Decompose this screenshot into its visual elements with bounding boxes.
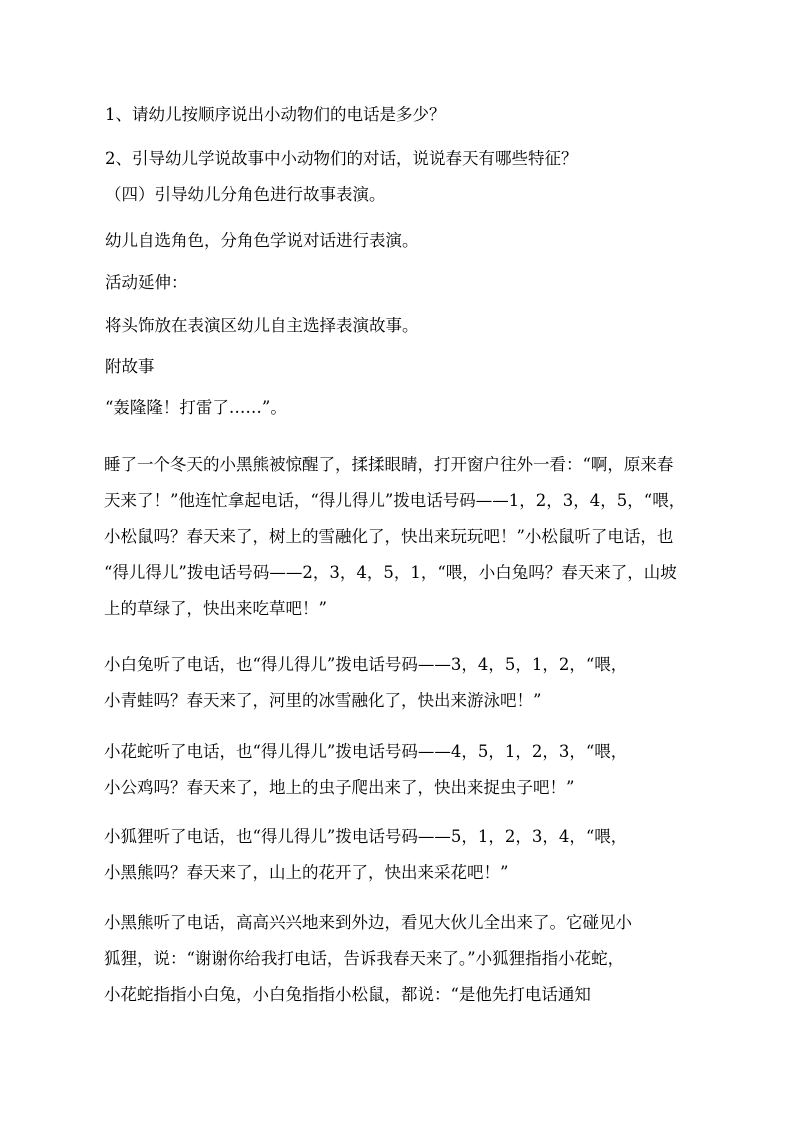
story-p1-line: 睡了一个冬天的小黑熊被惊醒了，揉揉眼睛，打开窗户往外一看：“啊，原来春 — [104, 455, 674, 474]
story-p3-line: 小花蛇听了电话，也“得儿得儿”拨电话号码——4，5，1，2，3，“喂， — [104, 742, 628, 761]
story-opening-line: “轰隆隆！打雷了……”。 — [105, 398, 287, 417]
extension-heading: 活动延伸： — [105, 273, 188, 292]
role-play-text: 幼儿自选角色，分角色学说对话进行表演。 — [105, 231, 419, 250]
story-p4-line: 小狐狸听了电话，也“得儿得儿”拨电话号码——5，1，2，3，4，“喂， — [104, 827, 628, 846]
question-1: 1、请幼儿按顺序说出小动物们的电话是多少？ — [105, 105, 446, 124]
appendix-heading: 附故事 — [105, 357, 155, 376]
section-heading-four: （四）引导幼儿分角色进行故事表演。 — [105, 185, 386, 204]
question-2: 2、引导幼儿学说故事中小动物们的对话，说说春天有哪些特征？ — [105, 149, 578, 168]
story-p1-line: “得儿得儿”拨电话号码——2，3，4，5，1，“喂，小白兔吗？春天来了，山坡 — [104, 563, 677, 582]
story-p2-line: 小白兔听了电话，也“得儿得儿”拨电话号码——3，4，5，1，2，“喂， — [104, 655, 628, 674]
story-p5-line: 小花蛇指指小白兔，小白兔指指小松鼠，都说：“是他先打电话通知 — [104, 985, 591, 1004]
story-p4-line: 小黑熊吗？春天来了，山上的花开了，快出来采花吧！” — [104, 863, 509, 882]
story-p1-line: 小松鼠吗？春天来了，树上的雪融化了，快出来玩玩吧！”小松鼠听了电话，也 — [104, 527, 674, 546]
story-p1-line: 上的草绿了，快出来吃草吧！” — [104, 599, 327, 618]
extension-text: 将头饰放在表演区幼儿自主选择表演故事。 — [105, 316, 419, 335]
story-p5-line: 小黑熊听了电话，高高兴兴地来到外边，看见大伙儿全出来了。它碰见小 — [104, 913, 632, 932]
story-p3-line: 小公鸡吗？春天来了，地上的虫子爬出来了，快出来捉虫子吧！” — [104, 778, 575, 797]
story-p1-line: 天来了！”他连忙拿起电话，“得儿得儿”拨电话号码——1，2，3，4，5，“喂， — [104, 491, 686, 510]
story-p2-line: 小青蛙吗？春天来了，河里的冰雪融化了，快出来游泳吧！” — [104, 691, 542, 710]
story-p5-line: 狐狸，说：“谢谢你给我打电话，告诉我春天来了。”小狐狸指指小花蛇， — [104, 949, 625, 968]
